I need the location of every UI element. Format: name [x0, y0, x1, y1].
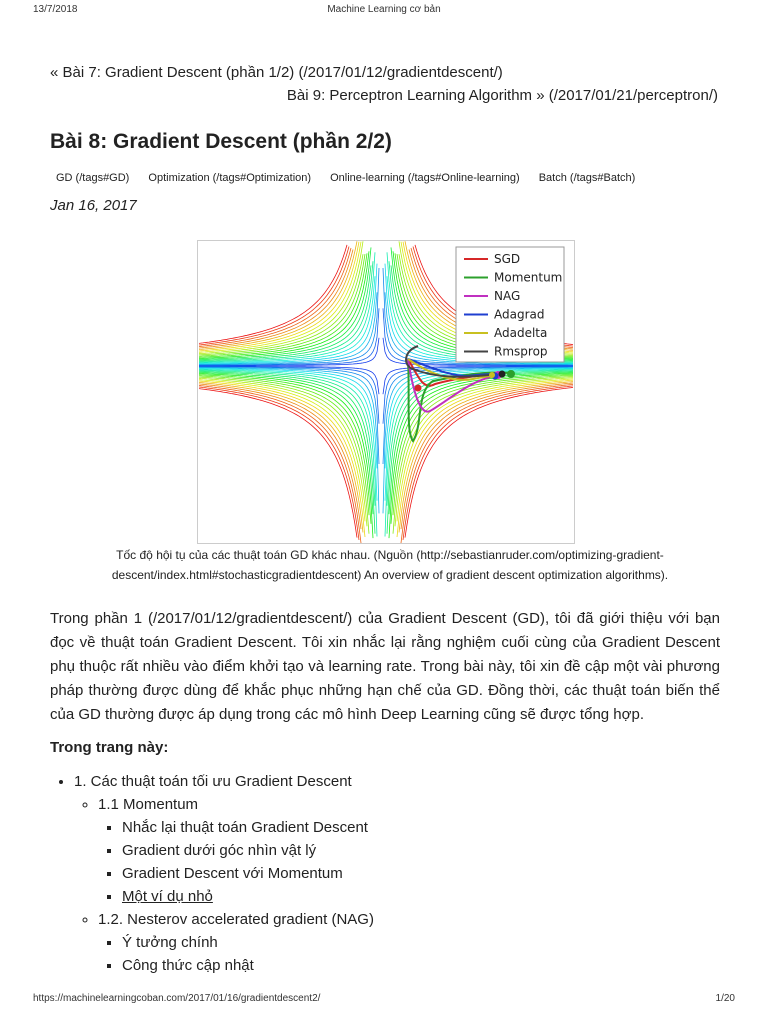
page-url: https://machinelearningcoban.com/2017/01/16/gradientdescent2/ [33, 993, 321, 1004]
legend-label: Adagrad [494, 307, 545, 322]
print-date: 13/7/2018 [33, 4, 78, 15]
toc-item[interactable]: • 1. Các thuật toán tối ưu Gradient Descent ◦ 1.1 Momentum ▪ Nhắc lại thuật toán Gradient Descent ▪ Gradient dưới góc nhìn vật lý ▪ Gradient Descent với Momentum ▪ Một ví dụ nhỏ ◦ 1.2. Nesterov accelerated gradient (NAG) ▪ Ý tưởng chính ▪ Công thức cập nhật [74, 770, 374, 977]
toc-title: Trong trang này: [50, 739, 169, 756]
toc-item[interactable]: ▪ Nhắc lại thuật toán Gradient Descent [122, 816, 374, 839]
tag-link[interactable]: Batch (/tags#Batch) [538, 172, 636, 184]
toc-item[interactable] [122, 885, 374, 908]
legend-label: Rmsprop [494, 344, 548, 359]
legend-label: Momentum [494, 270, 563, 285]
post-title: Bài 8: Gradient Descent (phần 2/2) [50, 130, 392, 153]
tag-link[interactable]: Optimization (/tags#Optimization) [148, 172, 312, 184]
toc-item[interactable]: ▪ Gradient dưới góc nhìn vật lý [122, 839, 374, 862]
toc-item[interactable]: ▪ Ý tưởng chính [122, 931, 374, 954]
toc-item[interactable]: ▪ Công thức cập nhật [122, 954, 374, 977]
next-post-link[interactable]: Bài 9: Perceptron Learning Algorithm » (/2017/01/21/perceptron/) [286, 87, 718, 104]
figure-caption: Tốc độ hội tụ của các thuật toán GD khác nhau. (Nguồn (http://sebastianruder.com/optimizing-gradient-descent/index.html#stochasticgradientdescent) An overview of gradient descent optimization algorithms). [111, 548, 669, 582]
page-number: 1/20 [715, 993, 735, 1004]
toc-item[interactable]: ◦ 1.2. Nesterov accelerated gradient (NAG) ▪ Ý tưởng chính ▪ Công thức cập nhật [98, 908, 374, 977]
toc-item[interactable]: ◦ 1.1 Momentum ▪ Nhắc lại thuật toán Gradient Descent ▪ Gradient dưới góc nhìn vật lý ▪ Gradient Descent với Momentum ▪ Một ví dụ nhỏ [98, 793, 374, 908]
tag-link[interactable]: Online-learning (/tags#Online-learning) [330, 172, 520, 184]
optimizer-contour-figure [197, 240, 575, 544]
intro-paragraph: Trong phần 1 (/2017/01/12/gradientdescent/) của Gradient Descent (GD), tôi đã giới thiệu với bạn đọc về thuật toán Gradient Descent. Tôi xin nhắc lại rằng nghiệm cuối cùng của Gradient Descent phụ thuộc rất nhiều vào điểm khởi tạo và learning rate. Trong bài này, tôi xin đề cập một vài phương pháp thường được dùng để khắc phục những hạn chế của GD. Đồng thời, các thuật toán biến thể của GD thường được áp dụng trong các mô hình Deep Learning cũng sẽ được tổng hợp. [50, 610, 720, 723]
print-title: Machine Learning cơ bản [327, 4, 441, 15]
prev-post-link[interactable]: « Bài 7: Gradient Descent (phần 1/2) (/2017/01/12/gradientdescent/) [50, 64, 503, 81]
toc-link[interactable]: Một ví dụ nhỏ [122, 888, 213, 905]
legend-label: SGD [494, 252, 521, 266]
legend-label: Adadelta [494, 326, 548, 340]
post-date: Jan 16, 2017 [50, 197, 137, 214]
contour-plot [198, 241, 574, 543]
table-of-contents [50, 770, 374, 977]
toc-item[interactable]: ▪ Gradient Descent với Momentum [122, 862, 374, 885]
tag-link[interactable]: GD (/tags#GD) [56, 172, 130, 184]
legend-label: NAG [494, 289, 521, 303]
tag-list [56, 172, 651, 184]
